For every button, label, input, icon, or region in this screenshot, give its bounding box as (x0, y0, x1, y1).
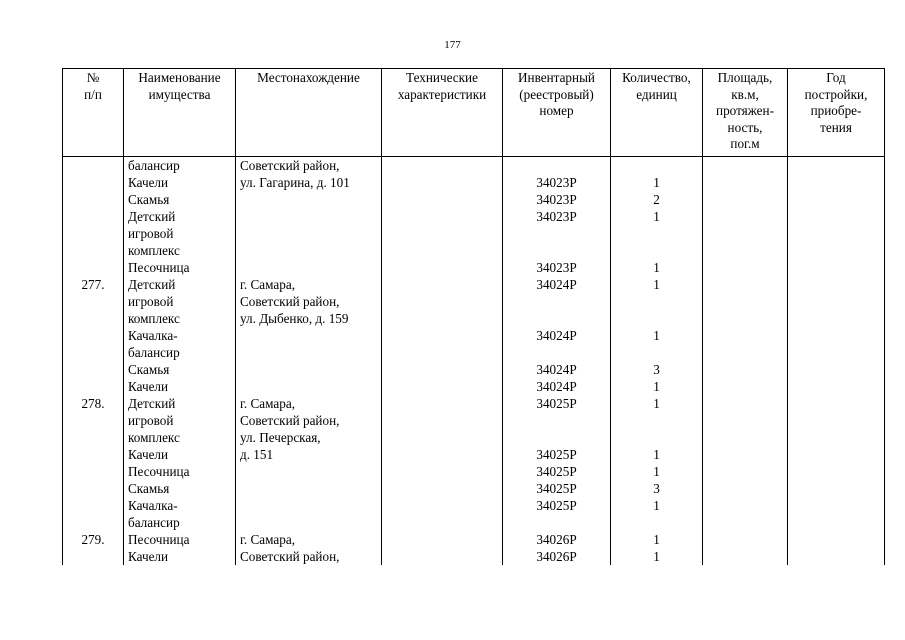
cell-quantity: 1 (611, 446, 703, 463)
header-name: Наименование имущества (124, 69, 236, 157)
cell-inventory (503, 514, 611, 531)
cell-year (788, 191, 885, 208)
cell-quantity (611, 429, 703, 446)
cell-name: Детский (124, 208, 236, 225)
cell-name: балансир (124, 157, 236, 175)
cell-specs (382, 242, 503, 259)
header-number: № п/п (63, 69, 124, 157)
cell-name: Скамья (124, 480, 236, 497)
cell-number (63, 225, 124, 242)
cell-name: Песочница (124, 463, 236, 480)
cell-number: 279. (63, 531, 124, 548)
cell-area (703, 310, 788, 327)
cell-area (703, 293, 788, 310)
cell-name: балансир (124, 514, 236, 531)
cell-inventory (503, 293, 611, 310)
cell-specs (382, 446, 503, 463)
cell-location (236, 480, 382, 497)
cell-location (236, 344, 382, 361)
cell-number (63, 514, 124, 531)
page-number: 177 (444, 39, 461, 51)
cell-number (63, 344, 124, 361)
cell-number (63, 293, 124, 310)
cell-location (236, 463, 382, 480)
cell-year (788, 497, 885, 514)
cell-location: Советский район, (236, 157, 382, 175)
cell-number (63, 446, 124, 463)
cell-year (788, 174, 885, 191)
cell-inventory: 34024Р (503, 361, 611, 378)
property-table (62, 68, 885, 565)
table-row (63, 225, 885, 242)
table-row (63, 446, 885, 463)
table-body (63, 157, 885, 566)
table-row (63, 429, 885, 446)
cell-specs (382, 293, 503, 310)
header-location: Местонахождение (236, 69, 382, 157)
cell-inventory: 34024Р (503, 378, 611, 395)
cell-quantity: 1 (611, 259, 703, 276)
cell-inventory: 34026Р (503, 531, 611, 548)
cell-specs (382, 514, 503, 531)
cell-quantity (611, 514, 703, 531)
cell-name: Качалка- (124, 497, 236, 514)
cell-quantity: 2 (611, 191, 703, 208)
cell-area (703, 429, 788, 446)
cell-name: балансир (124, 344, 236, 361)
cell-name: Качалка- (124, 327, 236, 344)
cell-specs (382, 327, 503, 344)
cell-quantity (611, 157, 703, 175)
cell-number: 277. (63, 276, 124, 293)
table-row (63, 344, 885, 361)
cell-area (703, 174, 788, 191)
cell-number (63, 412, 124, 429)
cell-area (703, 242, 788, 259)
cell-quantity (611, 310, 703, 327)
cell-quantity: 1 (611, 327, 703, 344)
cell-location (236, 378, 382, 395)
cell-specs (382, 276, 503, 293)
cell-inventory: 34025Р (503, 480, 611, 497)
cell-area (703, 157, 788, 175)
header-inventory: Инвентарный (реестровый) номер (503, 69, 611, 157)
cell-specs (382, 208, 503, 225)
cell-year (788, 429, 885, 446)
cell-location (236, 225, 382, 242)
table-row (63, 480, 885, 497)
cell-year (788, 310, 885, 327)
cell-year (788, 548, 885, 565)
cell-location: ул. Печерская, (236, 429, 382, 446)
cell-number (63, 327, 124, 344)
cell-location: г. Самара, (236, 531, 382, 548)
cell-number (63, 157, 124, 175)
cell-inventory: 34025Р (503, 395, 611, 412)
cell-name: комплекс (124, 429, 236, 446)
table-row (63, 174, 885, 191)
cell-area (703, 208, 788, 225)
cell-number (63, 497, 124, 514)
table-row (63, 497, 885, 514)
cell-area (703, 497, 788, 514)
cell-specs (382, 378, 503, 395)
cell-year (788, 327, 885, 344)
cell-location (236, 327, 382, 344)
cell-name: игровой (124, 412, 236, 429)
cell-number (63, 259, 124, 276)
cell-area (703, 191, 788, 208)
table-row (63, 259, 885, 276)
cell-inventory (503, 157, 611, 175)
cell-location (236, 208, 382, 225)
cell-number (63, 429, 124, 446)
cell-area (703, 378, 788, 395)
table-row (63, 361, 885, 378)
cell-number (63, 174, 124, 191)
cell-number (63, 480, 124, 497)
table-row (63, 395, 885, 412)
cell-area (703, 412, 788, 429)
cell-specs (382, 395, 503, 412)
cell-location (236, 191, 382, 208)
cell-name: Качели (124, 548, 236, 565)
cell-quantity (611, 344, 703, 361)
cell-number (63, 242, 124, 259)
cell-name: Качели (124, 378, 236, 395)
table-row (63, 157, 885, 175)
cell-number (63, 310, 124, 327)
cell-quantity: 1 (611, 497, 703, 514)
cell-name: комплекс (124, 242, 236, 259)
cell-specs (382, 157, 503, 175)
cell-quantity: 1 (611, 463, 703, 480)
table-header-row (63, 69, 885, 157)
cell-year (788, 446, 885, 463)
cell-location: ул. Дыбенко, д. 159 (236, 310, 382, 327)
cell-inventory: 34025Р (503, 446, 611, 463)
header-year: Год постройки, приобре- тения (788, 69, 885, 157)
cell-number: 278. (63, 395, 124, 412)
cell-quantity (611, 293, 703, 310)
cell-area (703, 514, 788, 531)
table-row (63, 293, 885, 310)
cell-name: Качели (124, 174, 236, 191)
table-row (63, 463, 885, 480)
cell-number (63, 191, 124, 208)
cell-name: игровой (124, 293, 236, 310)
cell-inventory: 34023Р (503, 259, 611, 276)
cell-inventory: 34024Р (503, 327, 611, 344)
cell-number (63, 208, 124, 225)
cell-quantity: 1 (611, 395, 703, 412)
cell-inventory: 34023Р (503, 208, 611, 225)
cell-quantity: 1 (611, 174, 703, 191)
cell-location: г. Самара, (236, 395, 382, 412)
cell-name: игровой (124, 225, 236, 242)
cell-specs (382, 497, 503, 514)
table-row (63, 548, 885, 565)
cell-number (63, 463, 124, 480)
cell-area (703, 361, 788, 378)
cell-specs (382, 310, 503, 327)
cell-location (236, 514, 382, 531)
cell-number (63, 548, 124, 565)
cell-name: Качели (124, 446, 236, 463)
cell-year (788, 208, 885, 225)
cell-specs (382, 429, 503, 446)
cell-inventory (503, 429, 611, 446)
cell-year (788, 514, 885, 531)
cell-year (788, 225, 885, 242)
cell-name: Скамья (124, 361, 236, 378)
table-row (63, 378, 885, 395)
cell-year (788, 157, 885, 175)
cell-specs (382, 480, 503, 497)
cell-name: Песочница (124, 259, 236, 276)
cell-specs (382, 531, 503, 548)
cell-location (236, 497, 382, 514)
cell-area (703, 259, 788, 276)
cell-name: комплекс (124, 310, 236, 327)
cell-year (788, 259, 885, 276)
cell-year (788, 378, 885, 395)
cell-specs (382, 191, 503, 208)
table-row (63, 276, 885, 293)
cell-quantity: 1 (611, 276, 703, 293)
cell-year (788, 276, 885, 293)
cell-inventory: 34024Р (503, 276, 611, 293)
table-row (63, 191, 885, 208)
cell-year (788, 293, 885, 310)
table-row (63, 327, 885, 344)
cell-specs (382, 344, 503, 361)
cell-name: Скамья (124, 191, 236, 208)
header-area: Площадь, кв.м, протяжен- ность, пог.м (703, 69, 788, 157)
cell-location (236, 361, 382, 378)
cell-area (703, 480, 788, 497)
cell-location: Советский район, (236, 412, 382, 429)
cell-inventory (503, 310, 611, 327)
cell-year (788, 344, 885, 361)
cell-quantity: 1 (611, 208, 703, 225)
cell-area (703, 531, 788, 548)
cell-year (788, 361, 885, 378)
cell-specs (382, 548, 503, 565)
cell-quantity (611, 412, 703, 429)
header-quantity: Количество, единиц (611, 69, 703, 157)
cell-quantity: 1 (611, 531, 703, 548)
cell-quantity: 1 (611, 378, 703, 395)
cell-area (703, 344, 788, 361)
cell-inventory (503, 242, 611, 259)
cell-name: Песочница (124, 531, 236, 548)
cell-specs (382, 361, 503, 378)
cell-specs (382, 174, 503, 191)
cell-specs (382, 463, 503, 480)
cell-number (63, 361, 124, 378)
cell-location: ул. Гагарина, д. 101 (236, 174, 382, 191)
cell-specs (382, 412, 503, 429)
cell-location: Советский район, (236, 548, 382, 565)
cell-location: д. 151 (236, 446, 382, 463)
cell-area (703, 276, 788, 293)
cell-year (788, 395, 885, 412)
cell-quantity: 3 (611, 361, 703, 378)
cell-quantity (611, 242, 703, 259)
cell-inventory (503, 344, 611, 361)
table-row (63, 514, 885, 531)
cell-inventory: 34023Р (503, 191, 611, 208)
cell-year (788, 531, 885, 548)
cell-area (703, 327, 788, 344)
cell-inventory: 34023Р (503, 174, 611, 191)
cell-quantity (611, 225, 703, 242)
cell-location: Советский район, (236, 293, 382, 310)
cell-area (703, 463, 788, 480)
cell-inventory (503, 412, 611, 429)
table-row (63, 242, 885, 259)
cell-quantity: 1 (611, 548, 703, 565)
cell-area (703, 446, 788, 463)
cell-year (788, 242, 885, 259)
cell-area (703, 548, 788, 565)
cell-specs (382, 259, 503, 276)
cell-inventory: 34025Р (503, 463, 611, 480)
cell-area (703, 395, 788, 412)
cell-inventory (503, 225, 611, 242)
header-specs: Технические характеристики (382, 69, 503, 157)
cell-year (788, 480, 885, 497)
cell-location: г. Самара, (236, 276, 382, 293)
cell-year (788, 463, 885, 480)
cell-inventory: 34026Р (503, 548, 611, 565)
table-row (63, 208, 885, 225)
cell-area (703, 225, 788, 242)
table-row (63, 531, 885, 548)
cell-location (236, 242, 382, 259)
cell-location (236, 259, 382, 276)
cell-number (63, 378, 124, 395)
cell-specs (382, 225, 503, 242)
cell-quantity: 3 (611, 480, 703, 497)
cell-inventory: 34025Р (503, 497, 611, 514)
cell-name: Детский (124, 395, 236, 412)
table-row (63, 310, 885, 327)
cell-name: Детский (124, 276, 236, 293)
table-row (63, 412, 885, 429)
cell-year (788, 412, 885, 429)
